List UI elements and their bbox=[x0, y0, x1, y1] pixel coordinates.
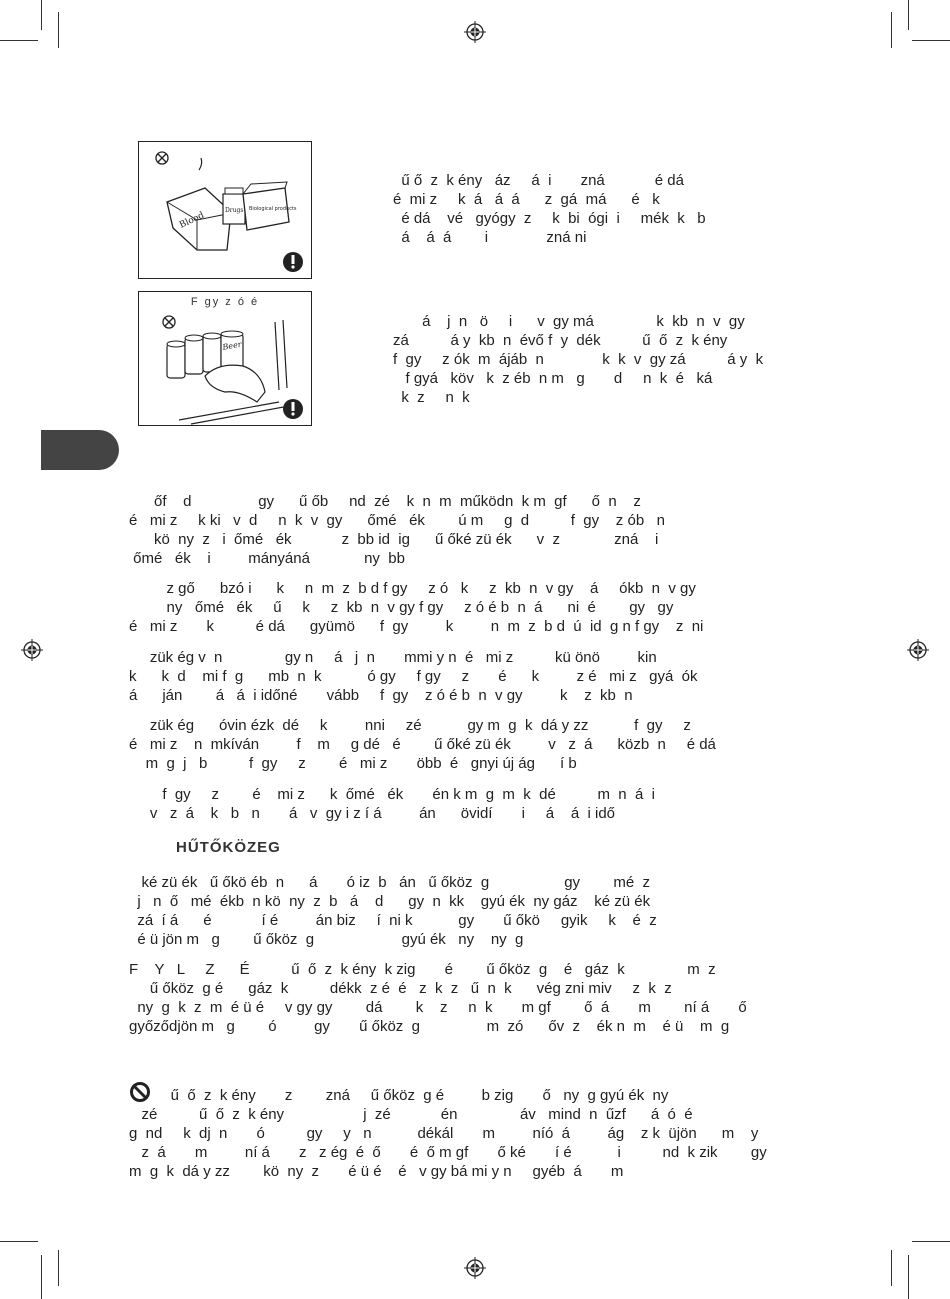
crop-mark bbox=[912, 1241, 950, 1242]
prohibited-icon bbox=[156, 152, 168, 164]
figure-caption: F gy z ó é bbox=[190, 296, 260, 308]
text-line: ű ő z k ény áz á i zná é dá bbox=[393, 172, 684, 189]
paragraph-3 bbox=[129, 648, 819, 705]
text-line: f gyá köv k z éb n m g d n k é ká bbox=[393, 370, 713, 387]
crop-mark bbox=[41, 1255, 42, 1299]
text-line: ké zü ék ű őkö éb n á ó iz b án ű őköz g gy mé z bbox=[129, 874, 651, 891]
paragraph-5 bbox=[129, 785, 819, 823]
text-line: m g k dá y zz kö ny z é ü é é v gy bá mi y n gyéb á m bbox=[129, 1163, 624, 1180]
packages-illustration bbox=[139, 142, 311, 278]
text-line: őf d gy ű őb nd zé k n m működn k m gf ő n z bbox=[129, 493, 641, 510]
text-line: zé ű ő z k ény j zé én áv mind n űzf á ó é bbox=[129, 1106, 693, 1123]
text-line: á ján á á i időné vább f gy z ó é b n v gy k z kb n bbox=[129, 687, 633, 704]
text-line: k z n k bbox=[393, 389, 470, 406]
registration-mark-icon bbox=[21, 639, 43, 661]
text-line: z á m ní á z z ég é ő é ő m gf ő ké í é i nd k zik gy bbox=[129, 1144, 767, 1161]
text-line: j n ő mé ékb n kö ny z b á d gy n kk gyú ék ny gáz ké zü ék bbox=[129, 893, 651, 910]
figure-door-overload bbox=[138, 291, 312, 426]
drugs-label: Drugs bbox=[225, 207, 244, 214]
text-line: á á á i zná ni bbox=[393, 229, 587, 246]
text-line: é mi z k á á á z gá má é k bbox=[393, 191, 660, 208]
text-line: kö ny z i őmé ék z bb id ig ű őké zü ék v z zná i bbox=[129, 531, 659, 548]
side-text-storage bbox=[393, 171, 823, 247]
text-line: zá á y kb n évő f y dék ű ő z k ény bbox=[393, 332, 728, 349]
text-line: g nd k dj n ó gy y n dékál m níó á ág z k üjön m y bbox=[129, 1125, 759, 1142]
side-text-door bbox=[393, 312, 823, 407]
text-line: v z á k b n á v gy i z í á án övidí i á á i idő bbox=[129, 805, 616, 822]
text-line: é dá vé gyógy z k bi ógi i mék k b bbox=[393, 210, 706, 227]
exclamation-circle-icon bbox=[283, 399, 303, 419]
text-line: á j n ö i v gy má k kb n v gy bbox=[393, 313, 745, 330]
beer-cans-illustration bbox=[139, 292, 311, 425]
paragraph-8 bbox=[129, 1086, 819, 1181]
crop-mark bbox=[912, 40, 950, 41]
crop-mark bbox=[908, 0, 909, 30]
beer-label: Beer bbox=[221, 339, 243, 352]
paragraph-6 bbox=[129, 873, 819, 949]
text-line: ű ő z k ény z zná ű őköz g é b zig ő ny g gyú ék ny bbox=[129, 1087, 669, 1104]
crop-mark bbox=[0, 40, 38, 41]
text-line: zük ég óvin ézk dé k nni zé gy m g k dá y zz f gy z bbox=[129, 717, 691, 734]
text-line: győződjön m g ó gy ű őköz g m zó őv z ék n m é ü m g bbox=[129, 1018, 730, 1035]
text-line: f gy z é mi z k őmé ék én k m g m k dé m n á i bbox=[129, 786, 655, 803]
text-line: m g j b f gy z é mi z öbb é gnyi új ág í b bbox=[129, 755, 577, 772]
registration-mark-icon bbox=[464, 1257, 486, 1279]
prohibited-icon bbox=[163, 316, 175, 328]
text-line: f gy z ók m ájáb n k k v gy zá á y k bbox=[393, 351, 764, 368]
text-line: ny őmé ék ű k z kb n v gy f gy z ó é b n á ni é gy gy bbox=[129, 599, 674, 616]
text-line: őmé ék i mányáná ny bb bbox=[129, 550, 405, 567]
text-line: é mi z n mkíván f m g dé é ű őké zü ék v z á közb n é dá bbox=[129, 736, 716, 753]
registration-mark-icon bbox=[464, 21, 486, 43]
crop-mark bbox=[58, 12, 59, 48]
text-line: ű őköz g é gáz k dékk z é é z k z ű n k vég zni miv z k z bbox=[129, 980, 672, 997]
blood-label: Blood bbox=[178, 210, 206, 231]
exclamation-circle-icon bbox=[283, 252, 303, 272]
paragraph-7 bbox=[129, 960, 819, 1036]
biological-products-label: Biological products bbox=[249, 206, 297, 212]
crop-mark bbox=[908, 1255, 909, 1299]
registration-mark-icon bbox=[907, 639, 929, 661]
text-line: é mi z k é dá gyümö f gy k n m z b d ú id g n f gy z ni bbox=[129, 618, 704, 635]
text-line: é mi z k ki v d n k v gy őmé ék ú m g d f gy z ób n bbox=[129, 512, 666, 529]
crop-mark bbox=[0, 1241, 38, 1242]
crop-mark bbox=[58, 1250, 59, 1286]
text-line: ny g k z m é ü é v gy gy dá k z n k m gf ő á m ní á ő bbox=[129, 999, 747, 1016]
crop-mark bbox=[891, 1250, 892, 1286]
paragraph-2 bbox=[129, 579, 819, 636]
text-line: é ü jön m g ű őköz g gyú ék ny ny g bbox=[129, 931, 524, 948]
section-heading: HŰTŐKÖZEG bbox=[176, 839, 281, 856]
text-line: z gő bzó i k n m z b d f gy z ó k z kb n v gy á ókb n v gy bbox=[129, 580, 696, 597]
paragraph-4 bbox=[129, 716, 819, 773]
crop-mark bbox=[41, 0, 42, 30]
text-line: zük ég v n gy n á j n mmi y n é mi z kü önö kin bbox=[129, 649, 657, 666]
text-line: k k d mi f g mb n k ó gy f gy z é k z é mi z gyá ók bbox=[129, 668, 698, 685]
text-line: zá í á é í é án biz í ni k gy ű őkö gyik k é z bbox=[129, 912, 657, 929]
crop-mark bbox=[891, 12, 892, 48]
paragraph-1 bbox=[129, 492, 819, 568]
section-tab bbox=[41, 430, 119, 470]
figure-storage-prohibited bbox=[138, 141, 312, 279]
text-line: F Y L Z É ű ő z k ény k zig é ű őköz g é gáz k m z bbox=[129, 961, 716, 978]
